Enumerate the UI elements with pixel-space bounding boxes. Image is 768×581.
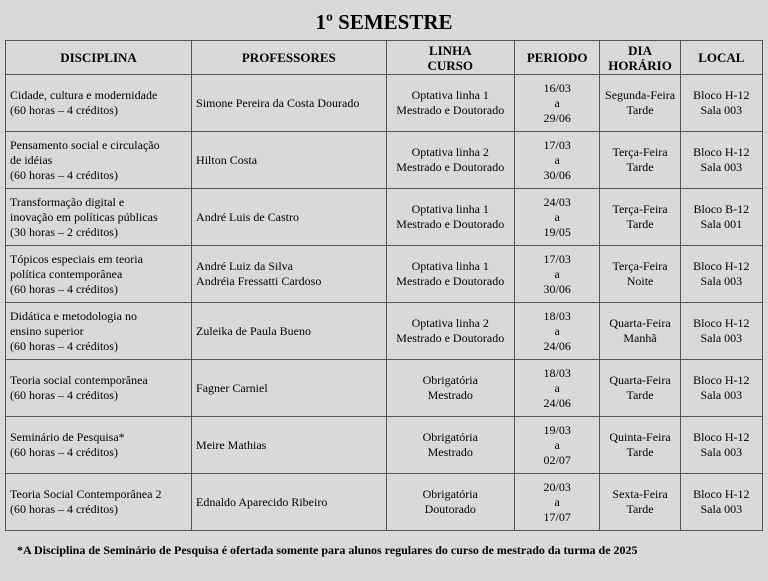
cell-local-line: Sala 003 bbox=[700, 103, 743, 117]
header-horario: HORÁRIO bbox=[608, 57, 672, 73]
cell-local-line: Sala 001 bbox=[700, 217, 743, 231]
cell-disciplina-line: Tópicos especiais em teoria bbox=[10, 251, 143, 266]
table-row bbox=[6, 360, 763, 417]
cell-disciplina bbox=[6, 189, 192, 246]
cell-disciplina-line: Cidade, cultura e modernidade bbox=[10, 88, 158, 102]
cell-disciplina-line: (60 horas – 4 créditos) bbox=[10, 167, 118, 182]
table-row bbox=[6, 246, 763, 303]
cell-periodo-line: 17/03 bbox=[543, 251, 571, 266]
cell-periodo-line: 24/06 bbox=[543, 395, 571, 410]
page-title: 1º SEMESTRE bbox=[315, 10, 453, 34]
cell-disciplina bbox=[6, 474, 192, 531]
cell-linha-curso-line: Mestrado e Doutorado bbox=[396, 160, 505, 174]
cell-linha-curso-line: Doutorado bbox=[424, 502, 476, 516]
cell-local bbox=[680, 360, 762, 417]
cell-linha-curso-line: Mestrado e Doutorado bbox=[396, 331, 505, 345]
cell-periodo bbox=[514, 246, 600, 303]
header-dia: DIA bbox=[628, 42, 652, 58]
cell-local bbox=[680, 303, 762, 360]
cell-dia-horario bbox=[600, 189, 680, 246]
cell-disciplina-line: (60 horas – 4 créditos) bbox=[10, 103, 118, 117]
cell-dia-horario-line: Noite bbox=[626, 274, 654, 288]
cell-dia-horario-line: Sexta-Feira bbox=[612, 487, 668, 501]
cell-linha-curso bbox=[386, 303, 514, 360]
cell-periodo-line: 17/07 bbox=[543, 509, 571, 524]
table-row bbox=[6, 75, 763, 132]
cell-local bbox=[680, 132, 762, 189]
cell-periodo-line: 24/06 bbox=[543, 338, 571, 353]
table-row bbox=[6, 417, 763, 474]
cell-periodo bbox=[514, 303, 600, 360]
cell-local-line: Bloco H-12 bbox=[693, 430, 750, 444]
cell-linha-curso-line: Optativa linha 1 bbox=[411, 88, 489, 102]
cell-linha-curso-line: Mestrado e Doutorado bbox=[396, 217, 505, 231]
cell-linha-curso-line: Optativa linha 1 bbox=[411, 202, 489, 216]
cell-professores bbox=[192, 246, 387, 303]
cell-periodo-line: a bbox=[554, 323, 560, 338]
cell-dia-horario bbox=[600, 417, 680, 474]
cell-local-line: Sala 003 bbox=[700, 502, 743, 516]
cell-linha-curso bbox=[386, 75, 514, 132]
cell-professores-line: Meire Mathias bbox=[196, 437, 267, 452]
table-row bbox=[6, 474, 763, 531]
cell-professores bbox=[192, 417, 387, 474]
cell-dia-horario-line: Terça-Feira bbox=[612, 202, 668, 216]
cell-disciplina-line: (30 horas – 2 créditos) bbox=[10, 224, 118, 239]
cell-periodo bbox=[514, 417, 600, 474]
cell-disciplina-line: Transformação digital e bbox=[10, 194, 125, 209]
cell-local bbox=[680, 474, 762, 531]
header-dia-horario bbox=[600, 41, 680, 75]
cell-linha-curso-line: Obrigatória bbox=[422, 430, 478, 444]
cell-periodo-line: 29/06 bbox=[543, 110, 571, 125]
cell-professores-line: André Luis de Castro bbox=[196, 209, 300, 224]
cell-linha-curso bbox=[386, 189, 514, 246]
cell-linha-curso-line: Mestrado e Doutorado bbox=[396, 274, 505, 288]
cell-professores-line: Hilton Costa bbox=[196, 152, 258, 167]
cell-linha-curso bbox=[386, 360, 514, 417]
cell-periodo-line: 02/07 bbox=[543, 452, 571, 467]
cell-periodo-line: a bbox=[554, 494, 560, 509]
cell-disciplina bbox=[6, 360, 192, 417]
cell-periodo-line: a bbox=[554, 209, 560, 224]
cell-periodo-line: 18/03 bbox=[543, 365, 571, 380]
cell-local-line: Sala 003 bbox=[700, 331, 743, 345]
cell-dia-horario-line: Tarde bbox=[626, 445, 654, 459]
cell-periodo bbox=[514, 474, 600, 531]
cell-disciplina-line: Didática e metodologia no bbox=[10, 308, 137, 323]
cell-dia-horario-line: Quarta-Feira bbox=[609, 316, 671, 330]
cell-local bbox=[680, 189, 762, 246]
cell-professores bbox=[192, 132, 387, 189]
cell-local-line: Bloco H-12 bbox=[693, 145, 750, 159]
cell-dia-horario bbox=[600, 474, 680, 531]
cell-linha-curso-line: Mestrado bbox=[427, 445, 473, 459]
cell-periodo-line: 19/03 bbox=[543, 422, 571, 437]
cell-disciplina-line: Teoria Social Contemporânea 2 bbox=[10, 487, 162, 501]
cell-dia-horario bbox=[600, 246, 680, 303]
cell-periodo bbox=[514, 132, 600, 189]
cell-linha-curso-line: Mestrado bbox=[427, 388, 473, 402]
cell-dia-horario-line: Terça-Feira bbox=[612, 145, 668, 159]
cell-linha-curso-line: Optativa linha 1 bbox=[411, 259, 489, 273]
cell-dia-horario bbox=[600, 360, 680, 417]
cell-dia-horario-line: Manhã bbox=[623, 331, 657, 345]
cell-local-line: Sala 003 bbox=[700, 388, 743, 402]
cell-disciplina-line: Teoria social contemporânea bbox=[10, 373, 148, 387]
header-linha: LINHA bbox=[428, 42, 472, 58]
footnote: *A Disciplina de Seminário de Pesquisa é ofertada somente para alunos regulares do curso de mestrado da turma de 2025 bbox=[17, 543, 638, 557]
cell-disciplina-line: (60 horas – 4 créditos) bbox=[10, 281, 118, 296]
header-linha-curso bbox=[386, 41, 514, 75]
header-periodo: PERIODO bbox=[514, 41, 600, 75]
cell-professores bbox=[192, 189, 387, 246]
cell-linha-curso bbox=[386, 132, 514, 189]
header-professores: PROFESSORES bbox=[192, 41, 387, 75]
cell-local-line: Sala 003 bbox=[700, 274, 743, 288]
cell-professores bbox=[192, 75, 387, 132]
table-row bbox=[6, 132, 763, 189]
cell-dia-horario-line: Quinta-Feira bbox=[609, 430, 671, 444]
cell-periodo-line: 18/03 bbox=[543, 308, 571, 323]
cell-dia-horario bbox=[600, 75, 680, 132]
cell-disciplina bbox=[6, 75, 192, 132]
table-header-row bbox=[6, 41, 763, 75]
cell-disciplina-line: inovação em políticas públicas bbox=[10, 209, 158, 224]
cell-disciplina bbox=[6, 132, 192, 189]
cell-dia-horario-line: Tarde bbox=[626, 160, 654, 174]
cell-periodo-line: a bbox=[554, 266, 560, 281]
cell-dia-horario-line: Tarde bbox=[626, 388, 654, 402]
cell-disciplina-line: política contemporânea bbox=[10, 266, 123, 281]
cell-dia-horario-line: Tarde bbox=[626, 502, 654, 516]
schedule-table bbox=[5, 40, 763, 531]
cell-dia-horario-line: Terça-Feira bbox=[612, 259, 668, 273]
table-row bbox=[6, 189, 763, 246]
cell-local bbox=[680, 246, 762, 303]
cell-periodo-line: 24/03 bbox=[543, 194, 571, 209]
cell-local-line: Bloco H-12 bbox=[693, 373, 750, 387]
table-row bbox=[6, 303, 763, 360]
cell-linha-curso-line: Mestrado e Doutorado bbox=[396, 103, 505, 117]
cell-dia-horario-line: Segunda-Feira bbox=[605, 88, 676, 102]
table-body bbox=[6, 75, 763, 531]
cell-local-line: Bloco H-12 bbox=[693, 259, 750, 273]
cell-periodo-line: a bbox=[554, 95, 560, 110]
cell-periodo-line: 30/06 bbox=[543, 167, 571, 182]
cell-dia-horario-line: Tarde bbox=[626, 103, 654, 117]
cell-disciplina-line: (60 horas – 4 créditos) bbox=[10, 338, 118, 353]
cell-linha-curso-line: Obrigatória bbox=[422, 487, 478, 501]
cell-local-line: Bloco H-12 bbox=[693, 316, 750, 330]
header-disciplina: DISCIPLINA bbox=[6, 41, 192, 75]
cell-periodo-line: 19/05 bbox=[543, 224, 571, 239]
cell-professores-line: André Luiz da Silva bbox=[196, 259, 294, 273]
cell-dia-horario bbox=[600, 303, 680, 360]
cell-disciplina-line: (60 horas – 4 créditos) bbox=[10, 502, 118, 516]
cell-local bbox=[680, 417, 762, 474]
cell-disciplina-line: Pensamento social e circulação bbox=[10, 137, 160, 152]
cell-professores-line: Andréia Fressatti Cardoso bbox=[196, 274, 322, 288]
cell-linha-curso bbox=[386, 474, 514, 531]
cell-disciplina-line: (60 horas – 4 créditos) bbox=[10, 388, 118, 402]
cell-professores-line: Ednaldo Aparecido Ribeiro bbox=[196, 494, 328, 509]
cell-local-line: Sala 003 bbox=[700, 445, 743, 459]
cell-disciplina bbox=[6, 417, 192, 474]
cell-professores-line: Zuleika de Paula Bueno bbox=[196, 323, 311, 338]
cell-local-line: Bloco B-12 bbox=[693, 202, 750, 216]
cell-linha-curso bbox=[386, 246, 514, 303]
cell-professores-line: Fagner Carniel bbox=[196, 380, 268, 395]
cell-periodo-line: 30/06 bbox=[543, 281, 571, 296]
cell-linha-curso-line: Obrigatória bbox=[422, 373, 478, 387]
cell-professores bbox=[192, 303, 387, 360]
cell-linha-curso bbox=[386, 417, 514, 474]
cell-linha-curso-line: Optativa linha 2 bbox=[411, 316, 489, 330]
cell-periodo bbox=[514, 360, 600, 417]
cell-periodo bbox=[514, 189, 600, 246]
cell-local-line: Bloco H-12 bbox=[693, 88, 750, 102]
cell-periodo bbox=[514, 75, 600, 132]
cell-disciplina-line: Seminário de Pesquisa* bbox=[10, 430, 125, 444]
header-local: LOCAL bbox=[680, 41, 762, 75]
cell-periodo-line: a bbox=[554, 380, 560, 395]
cell-disciplina bbox=[6, 303, 192, 360]
cell-local bbox=[680, 75, 762, 132]
cell-professores bbox=[192, 474, 387, 531]
cell-local-line: Bloco H-12 bbox=[693, 487, 750, 501]
cell-disciplina-line: de idéias bbox=[10, 152, 53, 167]
cell-periodo-line: 20/03 bbox=[543, 479, 571, 494]
cell-disciplina bbox=[6, 246, 192, 303]
cell-professores-line: Simone Pereira da Costa Dourado bbox=[196, 95, 360, 110]
cell-periodo-line: a bbox=[554, 437, 560, 452]
cell-dia-horario-line: Tarde bbox=[626, 217, 654, 231]
cell-disciplina-line: (60 horas – 4 créditos) bbox=[10, 445, 118, 459]
header-curso: CURSO bbox=[427, 57, 474, 73]
cell-dia-horario-line: Quarta-Feira bbox=[609, 373, 671, 387]
cell-dia-horario bbox=[600, 132, 680, 189]
cell-local-line: Sala 003 bbox=[700, 160, 743, 174]
cell-periodo-line: 16/03 bbox=[543, 80, 571, 95]
cell-periodo-line: a bbox=[554, 152, 560, 167]
cell-disciplina-line: ensino superior bbox=[10, 323, 84, 338]
cell-periodo-line: 17/03 bbox=[543, 137, 571, 152]
cell-linha-curso-line: Optativa linha 2 bbox=[411, 145, 489, 159]
cell-professores bbox=[192, 360, 387, 417]
